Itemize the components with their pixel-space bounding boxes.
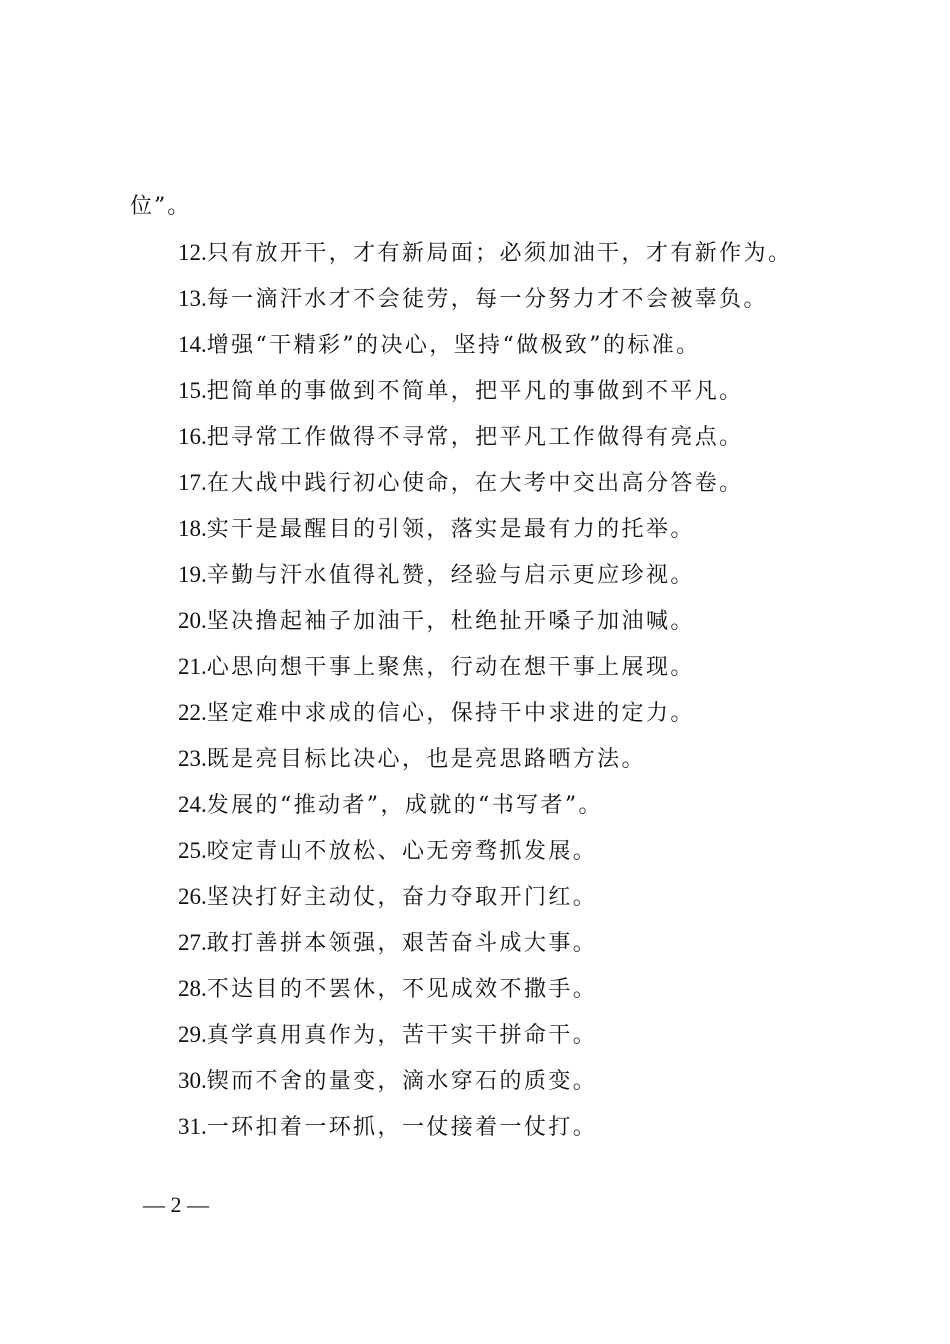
- item-number: 17.: [178, 470, 207, 495]
- item-text: 坚决撸起袖子加油干，杜绝扯开嗓子加油喊。: [206, 609, 695, 634]
- list-item: [178, 605, 792, 651]
- item-number: 12.: [178, 240, 207, 265]
- item-text: 辛勤与汗水值得礼赞，经验与启示更应珍视。: [206, 563, 695, 588]
- list-item: [178, 835, 792, 881]
- item-number: 23.: [178, 746, 207, 771]
- item-text: 真学真用真作为，苦干实干拼命干。: [206, 1023, 598, 1048]
- list-item: [178, 1019, 792, 1065]
- item-number: 13.: [178, 286, 207, 311]
- list-item: [178, 237, 792, 283]
- list-item: [178, 375, 792, 421]
- item-text: 把寻常工作做得不寻常，把平凡工作做得有亮点。: [206, 425, 744, 450]
- list-item: [178, 651, 792, 697]
- item-text: 每一滴汗水才不会徒劳，每一分努力才不会被辜负。: [206, 287, 768, 312]
- item-text: 增强“干精彩”的决心，坚持“做极致”的标准。: [206, 333, 701, 358]
- list-item: [178, 1065, 792, 1111]
- item-number: 27.: [178, 930, 207, 955]
- item-text: 坚决打好主动仗，奋力夺取开门红。: [206, 885, 598, 910]
- item-text: 只有放开干，才有新局面；必须加油干，才有新作为。: [206, 241, 793, 266]
- item-number: 29.: [178, 1022, 207, 1047]
- item-number: 22.: [178, 700, 207, 725]
- list-item: [178, 559, 792, 605]
- list-item: [178, 329, 792, 375]
- item-number: 20.: [178, 608, 207, 633]
- list-item: [178, 283, 792, 329]
- item-number: 19.: [178, 562, 207, 587]
- item-text: 咬定青山不放松、心无旁骛抓发展。: [206, 839, 598, 864]
- page-number: — 2 —: [143, 1192, 209, 1217]
- item-number: 30.: [178, 1068, 207, 1093]
- item-text: 在大战中践行初心使命，在大考中交出高分答卷。: [206, 471, 744, 496]
- list-item: [178, 513, 792, 559]
- list-item: [178, 973, 792, 1019]
- item-text: 实干是最醒目的引领，落实是最有力的托举。: [206, 517, 695, 542]
- item-number: 31.: [178, 1114, 207, 1139]
- item-number: 24.: [178, 792, 207, 817]
- list-item: [178, 927, 792, 973]
- item-number: 25.: [178, 838, 207, 863]
- item-text: 锲而不舍的量变，滴水穿石的质变。: [206, 1069, 598, 1094]
- item-text: 一环扣着一环抓，一仗接着一仗打。: [206, 1115, 598, 1140]
- item-number: 14.: [178, 332, 207, 357]
- list-item: [178, 881, 792, 927]
- item-number: 21.: [178, 654, 207, 679]
- item-text: 心思向想干事上聚焦，行动在想干事上展现。: [206, 655, 695, 680]
- list-item: [178, 697, 792, 743]
- item-text: 把简单的事做到不简单，把平凡的事做到不平凡。: [206, 379, 744, 404]
- list-item: [178, 1111, 792, 1157]
- item-number: 15.: [178, 378, 207, 403]
- item-number: 28.: [178, 976, 207, 1001]
- item-text: 不达目的不罢休，不见成效不撒手。: [206, 977, 598, 1002]
- slogan-list: [178, 237, 792, 1157]
- item-number: 26.: [178, 884, 207, 909]
- item-text: 发展的“推动者”，成就的“书写者”。: [206, 793, 603, 818]
- item-text: 坚定难中求成的信心，保持干中求进的定力。: [206, 701, 695, 726]
- list-item: [178, 421, 792, 467]
- item-number: 18.: [178, 516, 207, 541]
- list-item: [178, 743, 792, 789]
- list-item: [178, 789, 792, 835]
- continuation-line: 位”。: [130, 194, 192, 219]
- list-item: [178, 467, 792, 513]
- item-text: 敢打善拼本领强，艰苦奋斗成大事。: [206, 931, 598, 956]
- item-number: 16.: [178, 424, 207, 449]
- item-text: 既是亮目标比决心，也是亮思路晒方法。: [206, 747, 646, 772]
